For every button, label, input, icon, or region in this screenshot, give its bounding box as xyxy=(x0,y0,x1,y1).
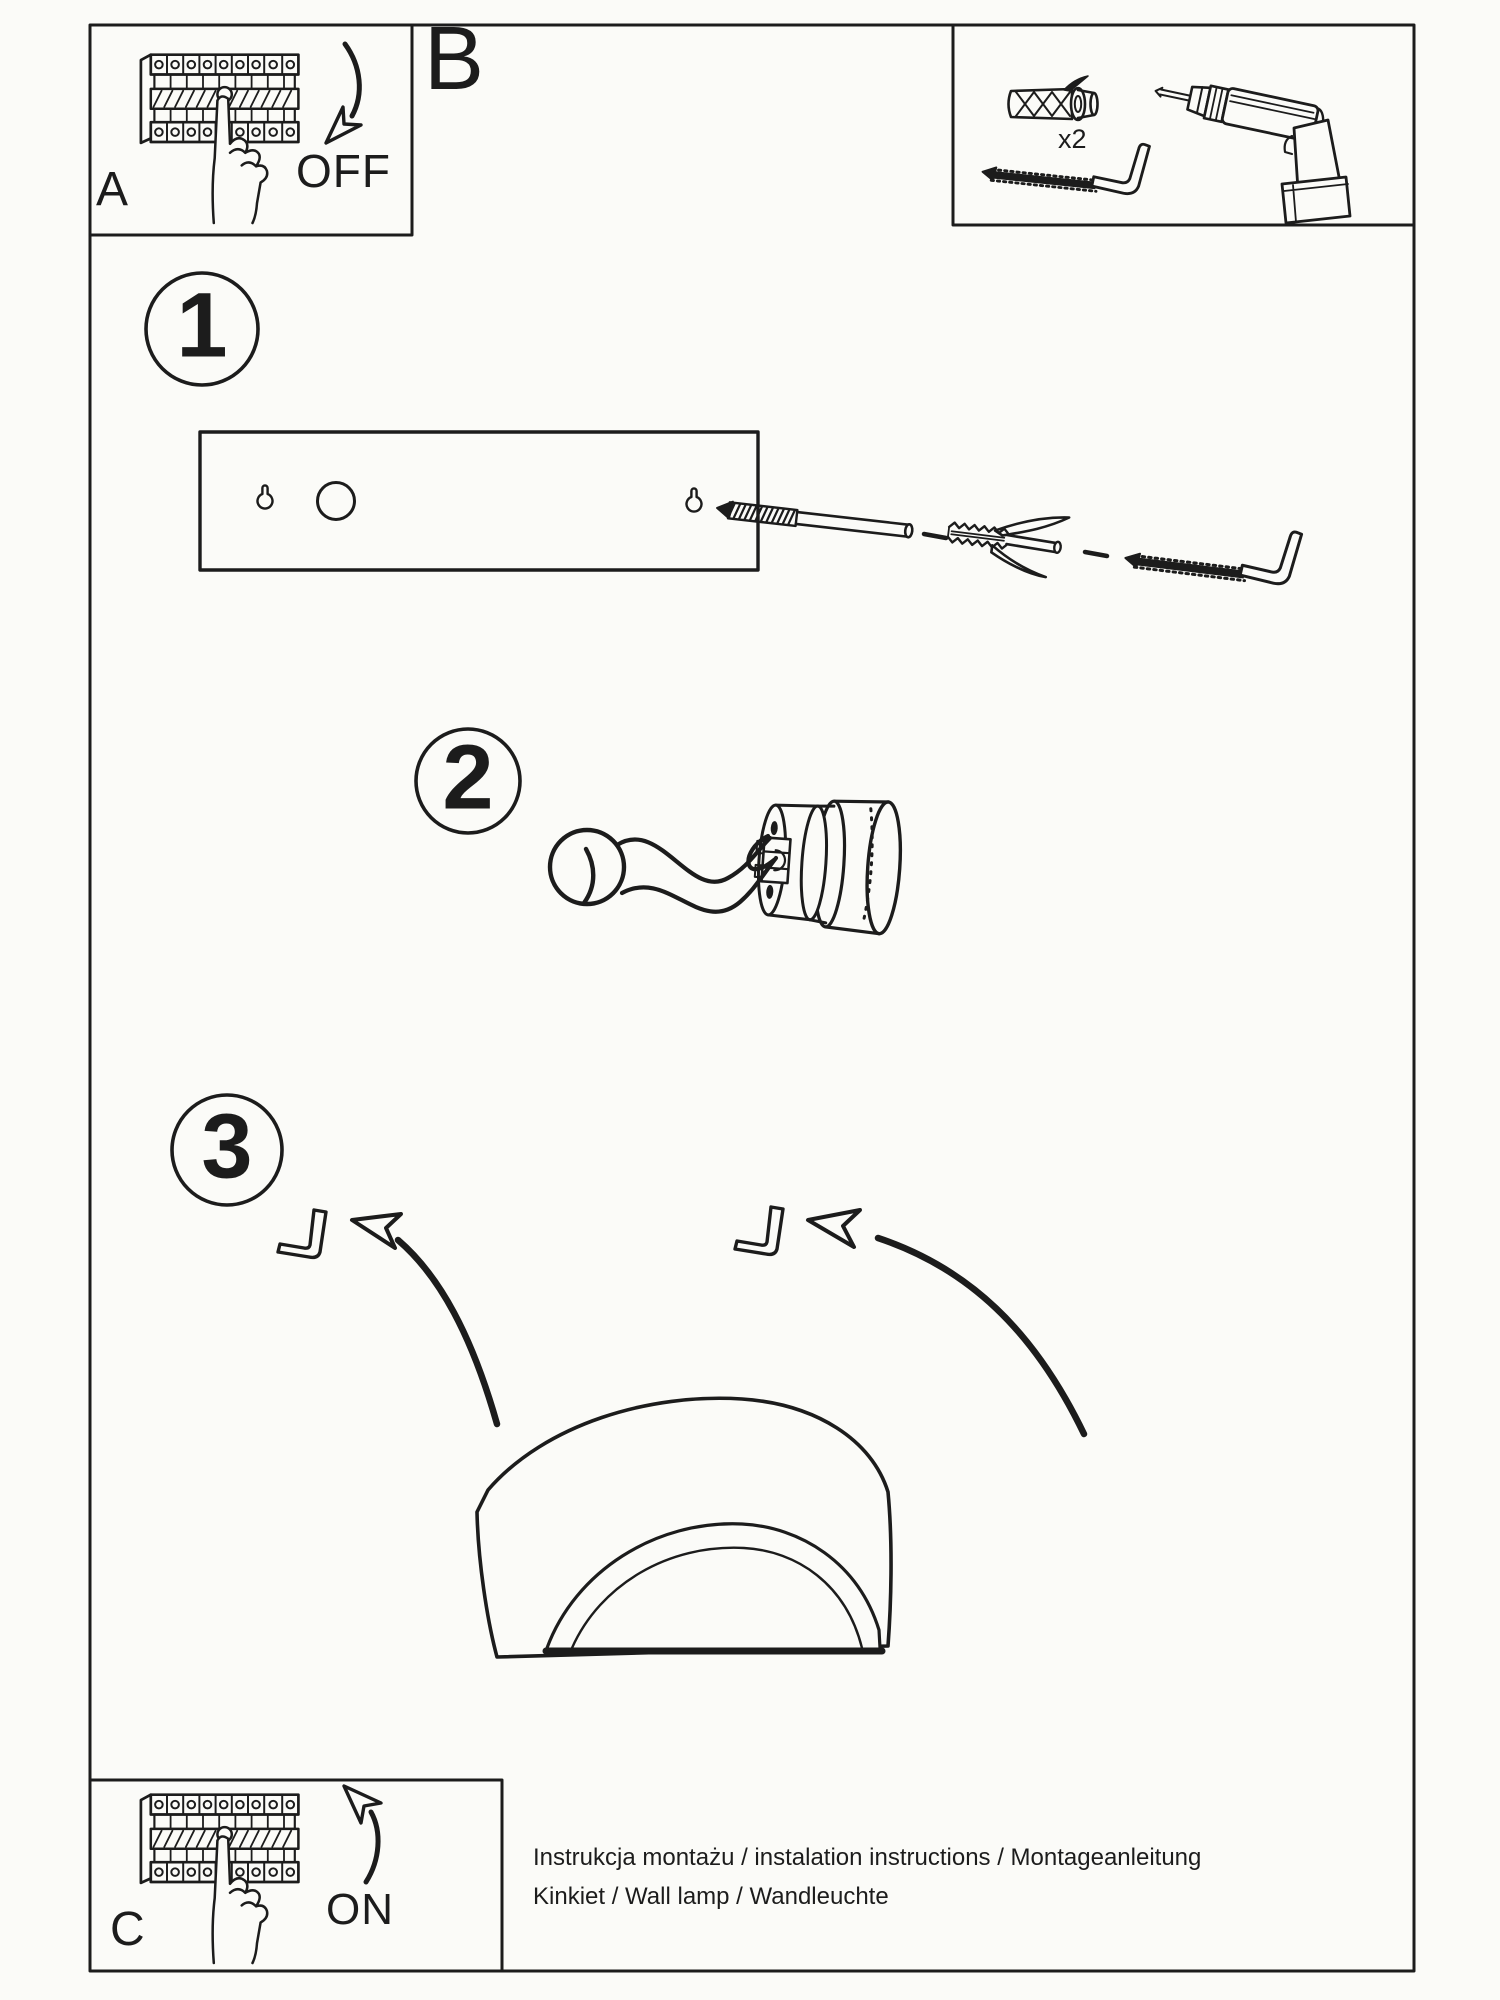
breaker-panel-icon xyxy=(141,55,299,223)
dash-line xyxy=(1085,552,1107,556)
dash-line xyxy=(924,534,946,538)
page-frame xyxy=(90,25,1414,1971)
arrow-down-icon xyxy=(326,44,361,143)
lamp-socket-icon xyxy=(751,793,904,935)
hook-icon xyxy=(278,1210,326,1257)
footer-subtitle: Kinkiet / Wall lamp / Wandleuchte xyxy=(533,1883,889,1910)
drill-icon xyxy=(1152,73,1350,223)
footer-title: Instrukcja montażu / instalation instructions / Montageanleitung xyxy=(533,1844,1202,1871)
lamp-shade-icon xyxy=(477,1398,891,1657)
wire-icon xyxy=(617,836,776,912)
panel-a-label: A xyxy=(96,163,129,216)
lamp-socket-figure xyxy=(550,793,904,935)
wall-plug-icon xyxy=(1009,76,1098,120)
mounting-plate xyxy=(200,432,758,570)
curved-arrow-icon xyxy=(352,1214,497,1424)
wire-loop-icon xyxy=(550,830,624,904)
hook-icon xyxy=(735,1207,783,1254)
step-2-number: 2 xyxy=(442,726,494,829)
hook-screw-icon xyxy=(1124,512,1301,587)
breaker-panel-on-figure xyxy=(141,1786,381,1963)
arrow-up-icon xyxy=(344,1786,381,1882)
step-1-number: 1 xyxy=(176,274,228,377)
curved-arrow-icon xyxy=(808,1210,1084,1434)
step-3-number: 3 xyxy=(201,1095,253,1198)
expansion-plug-icon xyxy=(945,503,1070,579)
power-off-caption: OFF xyxy=(296,145,391,197)
breaker-panel-icon xyxy=(141,1795,299,1963)
power-on-caption: ON xyxy=(326,1885,394,1934)
section-label-b: B xyxy=(424,9,485,109)
panel-c-label: C xyxy=(110,1903,145,1956)
plug-quantity-label: x2 xyxy=(1058,124,1087,154)
